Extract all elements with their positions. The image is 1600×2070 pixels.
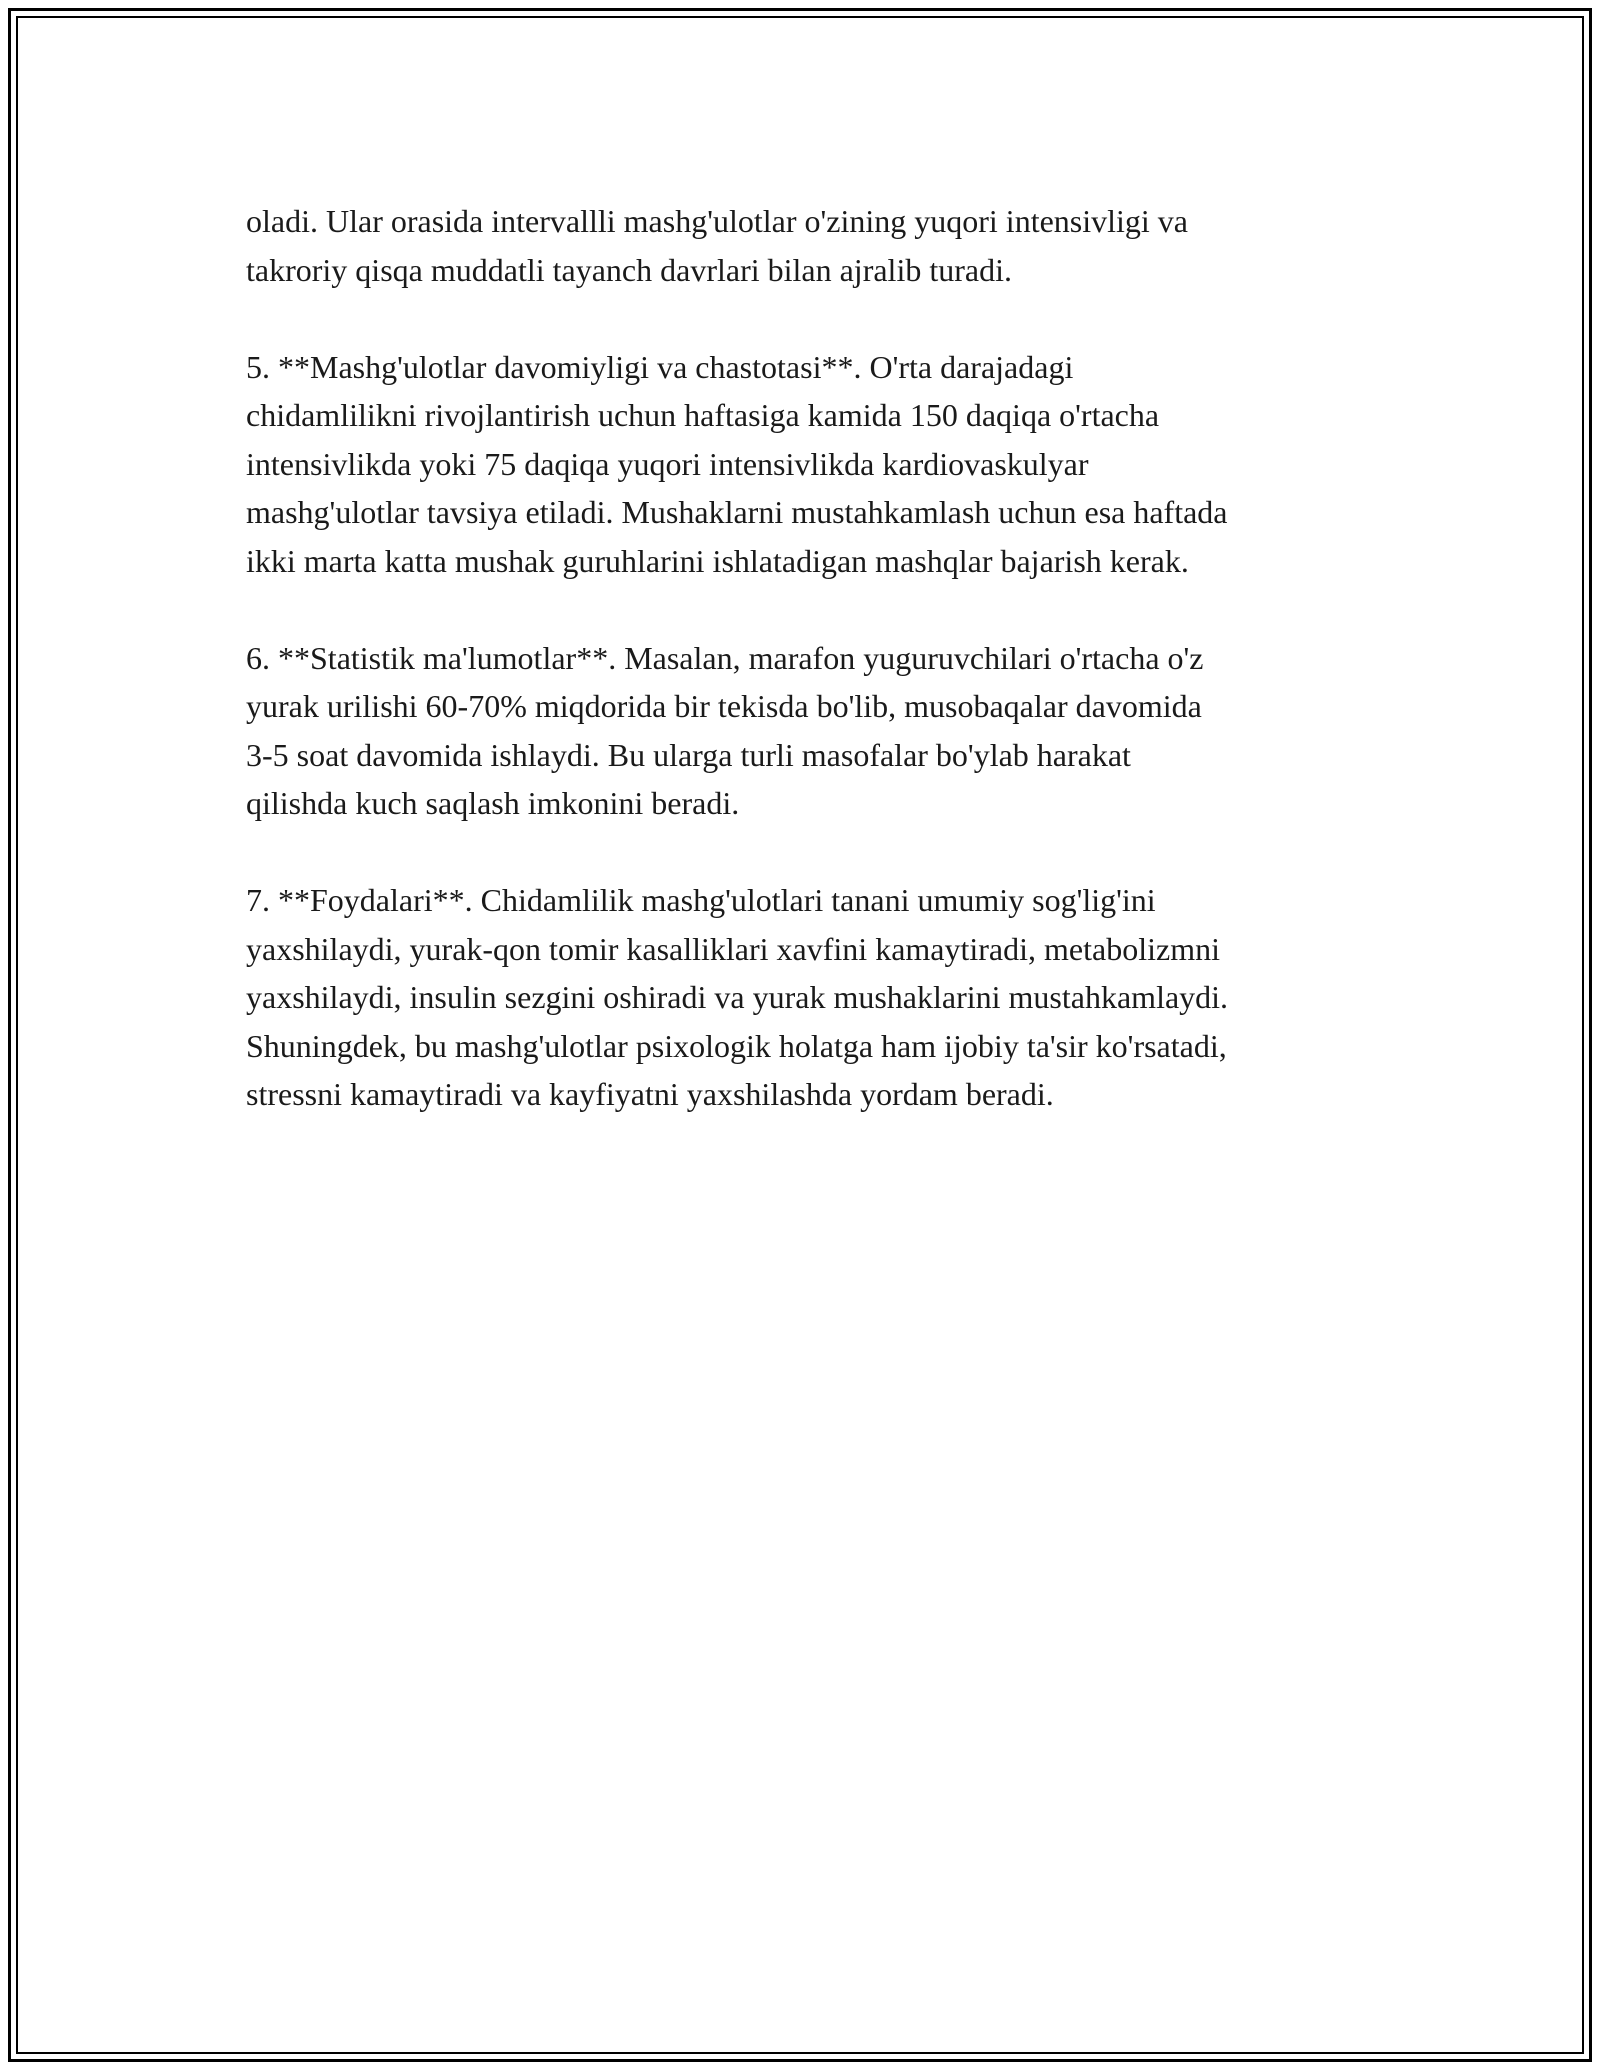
text-line: chidamlilikni rivojlantirish uchun haftasiga kamida 150 daqiqa o'rtacha bbox=[246, 397, 1160, 433]
text-line: yaxshilaydi, yurak-qon tomir kasalliklari xavfini kamaytiradi, metabolizmni bbox=[246, 930, 1220, 967]
text-line: 6. **Statistik ma'lumotlar**. Masalan, marafon yuguruvchilari o'rtacha o'z bbox=[246, 639, 1204, 676]
text-line: stressni kamaytiradi va kayfiyatni yaxshilashda yordam beradi. bbox=[246, 1076, 1054, 1112]
text-line: qilishda kuch saqlash imkonini beradi. bbox=[246, 785, 740, 821]
page-frame bbox=[8, 8, 1592, 2062]
paragraph-benefits bbox=[246, 876, 1406, 1119]
document-body bbox=[246, 197, 1406, 1167]
text-line: intensivlikda yoki 75 daqiqa yuqori intensivlikda kardiovaskulyar bbox=[246, 445, 1089, 482]
text-line: takroriy qisqa muddatli tayanch davrlari bilan ajralib turadi. bbox=[246, 251, 1012, 288]
text-line: Shuningdek, bu mashg'ulotlar psixologik holatga ham ijobiy ta'sir ko'rsatadi, bbox=[246, 1027, 1227, 1064]
text-line: 7. **Foydalari**. Chidamlilik mashg'ulotlari tanani umumiy sog'lig'ini bbox=[246, 882, 1156, 918]
paragraph-duration-frequency bbox=[246, 343, 1406, 586]
text-line: yurak urilishi 60-70% miqdorida bir tekisda bo'lib, musobaqalar davomida bbox=[246, 688, 1202, 724]
text-line: 5. **Mashg'ulotlar davomiyligi va chastotasi**. O'rta darajadagi bbox=[246, 348, 1074, 385]
text-line: 3-5 soat davomida ishlaydi. Bu ularga turli masofalar bo'ylab harakat bbox=[246, 736, 1131, 773]
paragraph-intro-continuation bbox=[246, 197, 1406, 294]
text-line: mashg'ulotlar tavsiya etiladi. Mushaklarni mustahkamlash uchun esa haftada bbox=[246, 494, 1228, 530]
paragraph-statistics bbox=[246, 634, 1406, 828]
text-line: ikki marta katta mushak guruhlarini ishlatadigan mashqlar bajarish kerak. bbox=[246, 542, 1189, 579]
text-line: oladi. Ular orasida intervallli mashg'ulotlar o'zining yuqori intensivligi va bbox=[246, 203, 1188, 239]
text-line: yaxshilaydi, insulin sezgini oshiradi va yurak mushaklarini mustahkamlaydi. bbox=[246, 979, 1229, 1015]
